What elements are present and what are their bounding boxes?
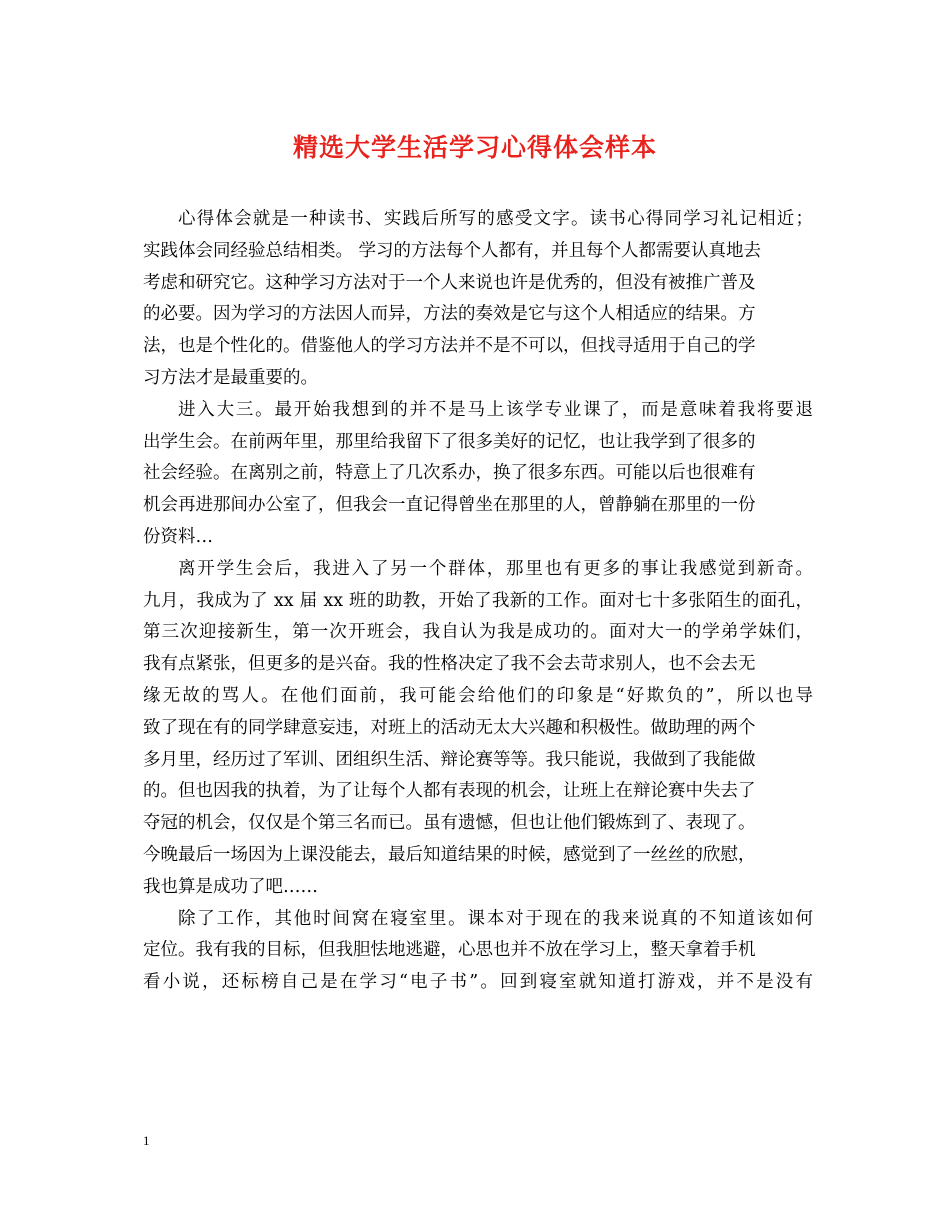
- text-line: 的必要。因为学习的方法因人而异，方法的奏效是它与这个人相适应的结果。方: [143, 304, 756, 325]
- text-line: 九月，我成为了 xx 届 xx 班的助教，开始了我新的工作。面对七十多张陌生的面孔，: [143, 590, 813, 611]
- text-line: 法，也是个性化的。借鉴他人的学习方法并不是不可以，但找寻适用于自己的学: [143, 336, 756, 357]
- text-line: 考虑和研究它。这种学习方法对于一个人来说也许是优秀的，但没有被推广普及: [143, 272, 756, 293]
- text-line: 习方法才是最重要的。: [143, 367, 318, 388]
- paragraph-first-line: 离开学生会后，我进入了另一个群体，那里也有更多的事让我感觉到新奇。: [178, 558, 813, 579]
- page-number: 1: [143, 1133, 150, 1148]
- text-line: 机会再进那间办公室了，但我会一直记得曾坐在那里的人，曾静躺在那里的一份: [143, 495, 756, 516]
- text-line: 份资料…: [143, 526, 213, 547]
- text-line: 我也算是成功了吧……: [143, 876, 318, 897]
- text-line: 今晚最后一场因为上课没能去，最后知道结果的时候，感觉到了一丝丝的欣慰，: [143, 844, 756, 865]
- text-line: 的。但也因我的执着，为了让每个人都有表现的机会，让班上在辩论赛中失去了: [143, 781, 756, 802]
- paragraph-first-line: 除了工作，其他时间窝在寝室里。课本对于现在的我来说真的不知道该如何: [178, 908, 813, 929]
- text-line: 夺冠的机会，仅仅是个第三名而已。虽有遗憾，但也让他们锻炼到了、表现了。: [143, 813, 756, 834]
- text-line: 社会经验。在离别之前，特意上了几次系办，换了很多东西。可能以后也很难有: [143, 463, 756, 484]
- text-line: 出学生会。在前两年里，那里给我留下了很多美好的记忆，也让我学到了很多的: [143, 431, 756, 452]
- paragraph-first-line: 心得体会就是一种读书、实践后所写的感受文字。读书心得同学习礼记相近；: [178, 209, 813, 229]
- document-body: [143, 204, 813, 999]
- text-line: 缘无故的骂人。在他们面前，我可能会给他们的印象是“好欺负的”，所以也导: [143, 685, 813, 706]
- text-line: 看小说，还标榜自己是在学习“电子书”。回到寝室就知道打游戏，并不是没有: [143, 972, 813, 993]
- text-line: 实践体会同经验总结相类。 学习的方法每个人都有，并且每个人都需要认真地去: [143, 240, 762, 261]
- text-line: 致了现在有的同学肆意妄违，对班上的活动无太大兴趣和积极性。做助理的两个: [143, 717, 756, 738]
- text-line: 我有点紧张，但更多的是兴奋。我的性格决定了我不会去苛求别人，也不会去无: [143, 654, 756, 675]
- text-line: 第三次迎接新生，第一次开班会，我自认为我是成功的。面对大一的学弟学妹们，: [143, 622, 813, 643]
- document-title: 精选大学生活学习心得体会样本: [292, 133, 657, 162]
- text-line: 多月里，经历过了军训、团组织生活、辩论赛等等。我只能说，我做到了我能做: [143, 749, 756, 770]
- paragraph-first-line: 进入大三。最开始我想到的并不是马上该学专业课了，而是意味着我将要退: [178, 399, 813, 420]
- text-line: 定位。我有我的目标，但我胆怯地逃避，心思也并不放在学习上，整天拿着手机: [143, 940, 756, 961]
